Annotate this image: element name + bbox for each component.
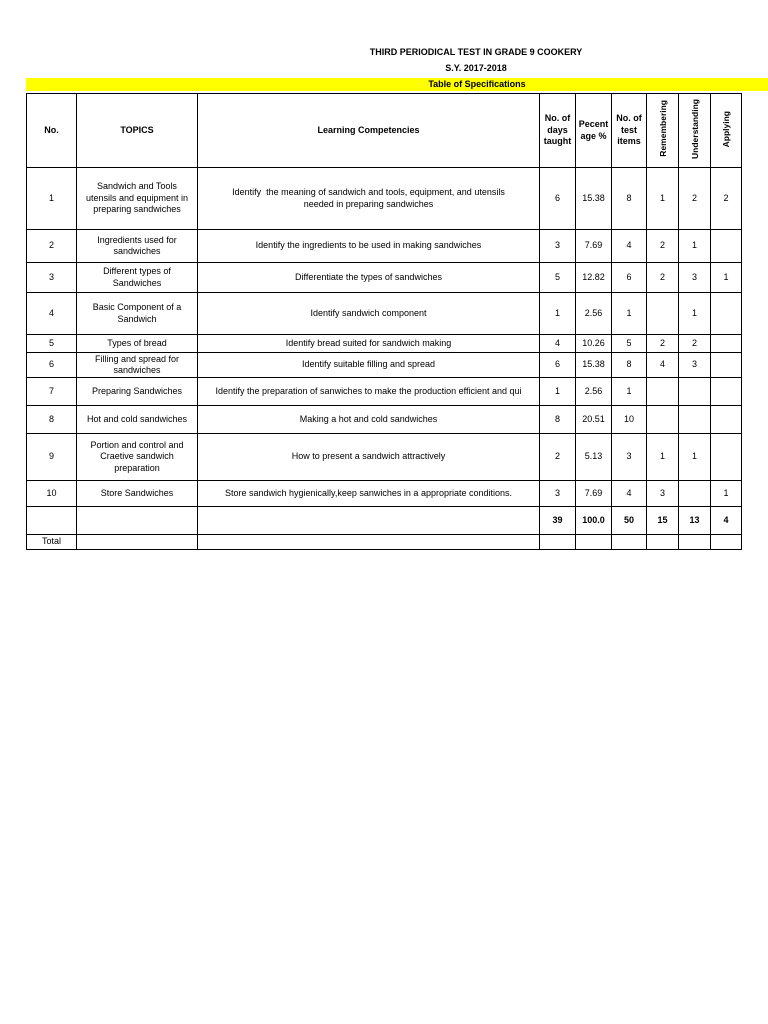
cell-competency [198, 168, 540, 230]
cell-competency [198, 434, 540, 481]
applying-label: Applying [721, 110, 731, 147]
cell-empty [27, 507, 77, 535]
cell-understanding [679, 481, 711, 507]
cell-topic: Ingredients used for sandwiches [77, 230, 198, 263]
cell-topic: Portion and control and Craetive sandwich preparation [77, 434, 198, 481]
cell-no: 8 [27, 406, 77, 434]
school-year: S.Y. 2017-2018 [445, 63, 507, 73]
table-row [27, 378, 742, 406]
cell-days: 5 [540, 263, 576, 293]
cell-understanding: 3 [679, 353, 711, 378]
cell-percent: 2.56 [576, 293, 612, 335]
cell-days: 6 [540, 353, 576, 378]
col-header-percentage: Pecent age % [576, 94, 612, 168]
cell-days: 2 [540, 434, 576, 481]
cell-understanding [679, 378, 711, 406]
col-header-applying [711, 94, 742, 168]
table-row [27, 230, 742, 263]
competency-text: Identify bread suited for sandwich making [285, 337, 452, 348]
cell-percent: 15.38 [576, 168, 612, 230]
cell-remembering: 2 [647, 335, 679, 353]
total-label: Total [27, 535, 77, 550]
cell-remembering [647, 406, 679, 434]
competency-text: Identify sandwich component [310, 307, 427, 318]
total-days: 39 [540, 507, 576, 535]
cell-topic: Store Sandwiches [77, 481, 198, 507]
table-row [27, 481, 742, 507]
cell-competency [198, 230, 540, 263]
cell-empty [711, 535, 742, 550]
cell-understanding: 1 [679, 293, 711, 335]
cell-items: 8 [612, 168, 647, 230]
cell-competency [198, 263, 540, 293]
cell-days: 1 [540, 293, 576, 335]
cell-days: 6 [540, 168, 576, 230]
total-label-row [27, 535, 742, 550]
cell-applying [711, 378, 742, 406]
table-row [27, 335, 742, 353]
understanding-label: Understanding [689, 98, 700, 159]
col-header-no: No. [27, 94, 77, 168]
cell-items: 10 [612, 406, 647, 434]
cell-no: 4 [27, 293, 77, 335]
table-row [27, 293, 742, 335]
cell-topic: Types of bread [77, 335, 198, 353]
cell-remembering: 1 [647, 434, 679, 481]
cell-competency [198, 335, 540, 353]
cell-no: 7 [27, 378, 77, 406]
cell-competency [198, 481, 540, 507]
competency-text: Identify the ingredients to be used in making sandwiches [255, 240, 482, 251]
table-row [27, 406, 742, 434]
cell-competency [198, 353, 540, 378]
competency-text: Identify the preparation of sanwiches to make the production efficient and qui [215, 385, 522, 396]
competency-text: Differentiate the types of sandwiches [295, 271, 442, 282]
table-of-specifications [26, 93, 742, 550]
cell-empty [77, 507, 198, 535]
cell-applying: 1 [711, 481, 742, 507]
competency-text: How to present a sandwich attractively [291, 451, 446, 462]
cell-understanding [679, 406, 711, 434]
col-header-days-taught: No. of days taught [540, 94, 576, 168]
cell-understanding: 2 [679, 168, 711, 230]
cell-topic: Sandwich and Tools utensils and equipment in preparing sandwiches [77, 168, 198, 230]
col-header-remembering [647, 94, 679, 168]
cell-no: 6 [27, 353, 77, 378]
col-header-competencies: Learning Competencies [198, 94, 540, 168]
total-remembering: 15 [647, 507, 679, 535]
cell-applying [711, 434, 742, 481]
cell-remembering [647, 293, 679, 335]
cell-remembering [647, 378, 679, 406]
cell-applying [711, 293, 742, 335]
cell-understanding: 3 [679, 263, 711, 293]
cell-items: 4 [612, 481, 647, 507]
total-understanding: 13 [679, 507, 711, 535]
cell-days: 1 [540, 378, 576, 406]
cell-no: 9 [27, 434, 77, 481]
competency-text: Making a hot and cold sandwiches [299, 413, 438, 424]
cell-understanding: 2 [679, 335, 711, 353]
cell-items: 6 [612, 263, 647, 293]
cell-days: 8 [540, 406, 576, 434]
cell-days: 4 [540, 335, 576, 353]
col-header-understanding [679, 94, 711, 168]
table-row [27, 263, 742, 293]
cell-empty [198, 507, 540, 535]
totals-row [27, 507, 742, 535]
cell-no: 1 [27, 168, 77, 230]
col-header-test-items: No. of test items [612, 94, 647, 168]
cell-items: 1 [612, 378, 647, 406]
cell-applying [711, 406, 742, 434]
cell-applying [711, 353, 742, 378]
cell-percent: 5.13 [576, 434, 612, 481]
cell-applying: 1 [711, 263, 742, 293]
cell-items: 4 [612, 230, 647, 263]
cell-remembering: 4 [647, 353, 679, 378]
cell-understanding: 1 [679, 434, 711, 481]
cell-topic: Basic Component of a Sandwich [77, 293, 198, 335]
cell-empty [679, 535, 711, 550]
cell-topic: Preparing Sandwiches [77, 378, 198, 406]
cell-competency [198, 406, 540, 434]
competency-text: Store sandwich hygienically,keep sanwiches in a appropriate conditions. [225, 487, 512, 498]
cell-percent: 15.38 [576, 353, 612, 378]
competency-text: Identify suitable filling and spread [301, 359, 436, 370]
cell-percent: 12.82 [576, 263, 612, 293]
cell-empty [540, 535, 576, 550]
cell-items: 3 [612, 434, 647, 481]
cell-items: 5 [612, 335, 647, 353]
table-row [27, 168, 742, 230]
cell-topic: Hot and cold sandwiches [77, 406, 198, 434]
table-row [27, 353, 742, 378]
cell-empty [77, 535, 198, 550]
cell-competency [198, 378, 540, 406]
cell-applying: 2 [711, 168, 742, 230]
banner-label: Table of Specifications [428, 79, 526, 89]
header-row [27, 94, 742, 168]
cell-remembering: 2 [647, 230, 679, 263]
specifications-banner [26, 78, 768, 91]
cell-topic: Different types of Sandwiches [77, 263, 198, 293]
cell-percent: 7.69 [576, 230, 612, 263]
cell-applying [711, 335, 742, 353]
cell-percent: 10.26 [576, 335, 612, 353]
remembering-label: Remembering [657, 100, 668, 158]
cell-empty [198, 535, 540, 550]
cell-items: 1 [612, 293, 647, 335]
cell-empty [612, 535, 647, 550]
cell-items: 8 [612, 353, 647, 378]
cell-empty [647, 535, 679, 550]
cell-applying [711, 230, 742, 263]
cell-days: 3 [540, 481, 576, 507]
document-title: THIRD PERIODICAL TEST IN GRADE 9 COOKERY [369, 47, 583, 57]
cell-days: 3 [540, 230, 576, 263]
cell-empty [576, 535, 612, 550]
col-header-topics: TOPICS [77, 94, 198, 168]
total-percent: 100.0 [576, 507, 612, 535]
cell-competency [198, 293, 540, 335]
table-row [27, 434, 742, 481]
cell-remembering: 1 [647, 168, 679, 230]
cell-understanding: 1 [679, 230, 711, 263]
cell-percent: 7.69 [576, 481, 612, 507]
cell-no: 3 [27, 263, 77, 293]
cell-no: 10 [27, 481, 77, 507]
cell-percent: 20.51 [576, 406, 612, 434]
cell-no: 2 [27, 230, 77, 263]
cell-topic: Filling and spread for sandwiches [77, 353, 198, 378]
total-applying: 4 [711, 507, 742, 535]
total-items: 50 [612, 507, 647, 535]
cell-no: 5 [27, 335, 77, 353]
competency-text: Identify the meaning of sandwich and tools, equipment, and utensils needed in preparing sandwiches [232, 187, 505, 209]
cell-remembering: 2 [647, 263, 679, 293]
cell-percent: 2.56 [576, 378, 612, 406]
cell-remembering: 3 [647, 481, 679, 507]
